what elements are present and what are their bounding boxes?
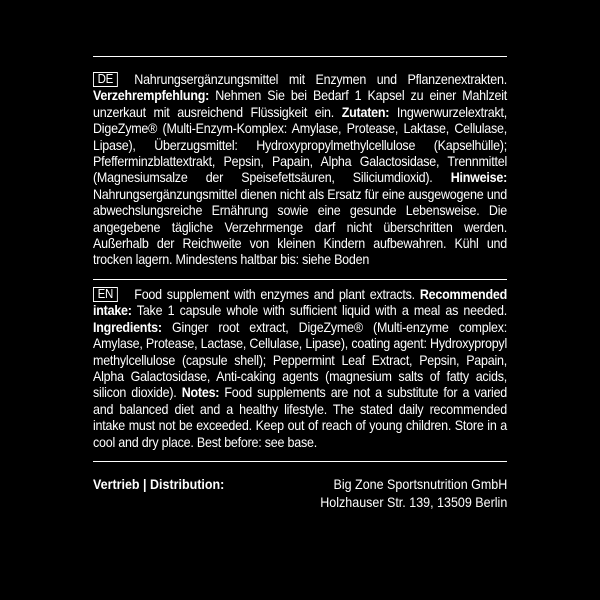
ingredients-label-en: Ingredients:: [93, 319, 162, 335]
ingredients-label-de: Zutaten:: [341, 104, 390, 120]
usage-label-en: Recommended intake:: [93, 286, 507, 319]
language-tag-de: DE: [93, 72, 118, 87]
usage-label-de: Verzehrempfehlung:: [93, 88, 210, 104]
intro-text-de: Nahrungsergänzungsmittel mit Enzymen und Pflanzenextrakten.: [134, 72, 507, 87]
notes-label-de: Hinweise:: [450, 170, 508, 186]
usage-text-en: Take 1 capsule whole with sufficient liquid with a meal as needed.: [136, 303, 508, 319]
english-section: [93, 287, 507, 451]
notes-label-en: Notes:: [181, 385, 220, 401]
ingredients-text-de: Ingwerwurzelextrakt, DigeZyme® (Multi-Enzym-Komplex: Amylase, Protease, Laktase, Cellulase, Lipase), Überzugsmittel: Hydroxypropylmethylcellulose (Kapselhülle); Pfefferminzblattextrakt, Pepsin, Papain, Alpha Galactosidase, Trennmittel (Magnesiumsalze der Speisefettsäuren, Siliciumdioxid).: [93, 104, 508, 186]
notes-text-de: Nahrungsergänzungsmittel dienen nicht als Ersatz für eine ausgewogene und abwechslungsreiche Ernährung sowie eine gesunde Lebensweise. Die angegebene tägliche Verzehrmenge darf nicht überschritten werden. Außerhalb der Reichweite von kleinen Kindern aufbewahren. Kühl und trocken lagern. Mindestens haltbar bis: siehe Boden: [93, 186, 507, 268]
distributor-address: [320, 476, 507, 512]
middle-divider: [93, 279, 507, 280]
ingredients-text-en: Ginger root extract, DigeZyme® (Multi-enzyme complex: Amylase, Protease, Lactase, Cellulase, Lipase), coating agent: Hydroxypropyl methylcellulose (capsule shell); Peppermint Leaf Extract, Pepsin, Papain, Alpha Galactosidase, Anti-caking agents (magnesium salts of fatty acids, silicon dioxide).: [93, 319, 508, 401]
usage-text-de: Nehmen Sie bei Bedarf 1 Kapsel zu einer Mahlzeit unzerkaut mit ausreichend Flüssigkeit ein.: [93, 88, 507, 120]
product-label: [93, 56, 507, 512]
german-section: [93, 72, 507, 269]
distribution-block: [93, 476, 507, 512]
street-address: Holzhauser Str. 139, 13509 Berlin: [319, 494, 507, 510]
notes-text-en: Food supplements are not a substitute for a varied and balanced diet and a healthy lifestyle. The stated daily recommended intake must not be exceeded. Keep out of reach of young children. Store in a cool and dry place. Best before: see base.: [93, 385, 508, 450]
language-tag-en: EN: [93, 287, 118, 302]
distribution-label: Vertrieb | Distribution:: [93, 476, 225, 492]
intro-text-en: Food supplement with enzymes and plant extracts.: [134, 286, 415, 302]
top-divider: [93, 56, 507, 57]
bottom-divider: [93, 461, 507, 462]
company-name: Big Zone Sportsnutrition GmbH: [333, 476, 507, 492]
